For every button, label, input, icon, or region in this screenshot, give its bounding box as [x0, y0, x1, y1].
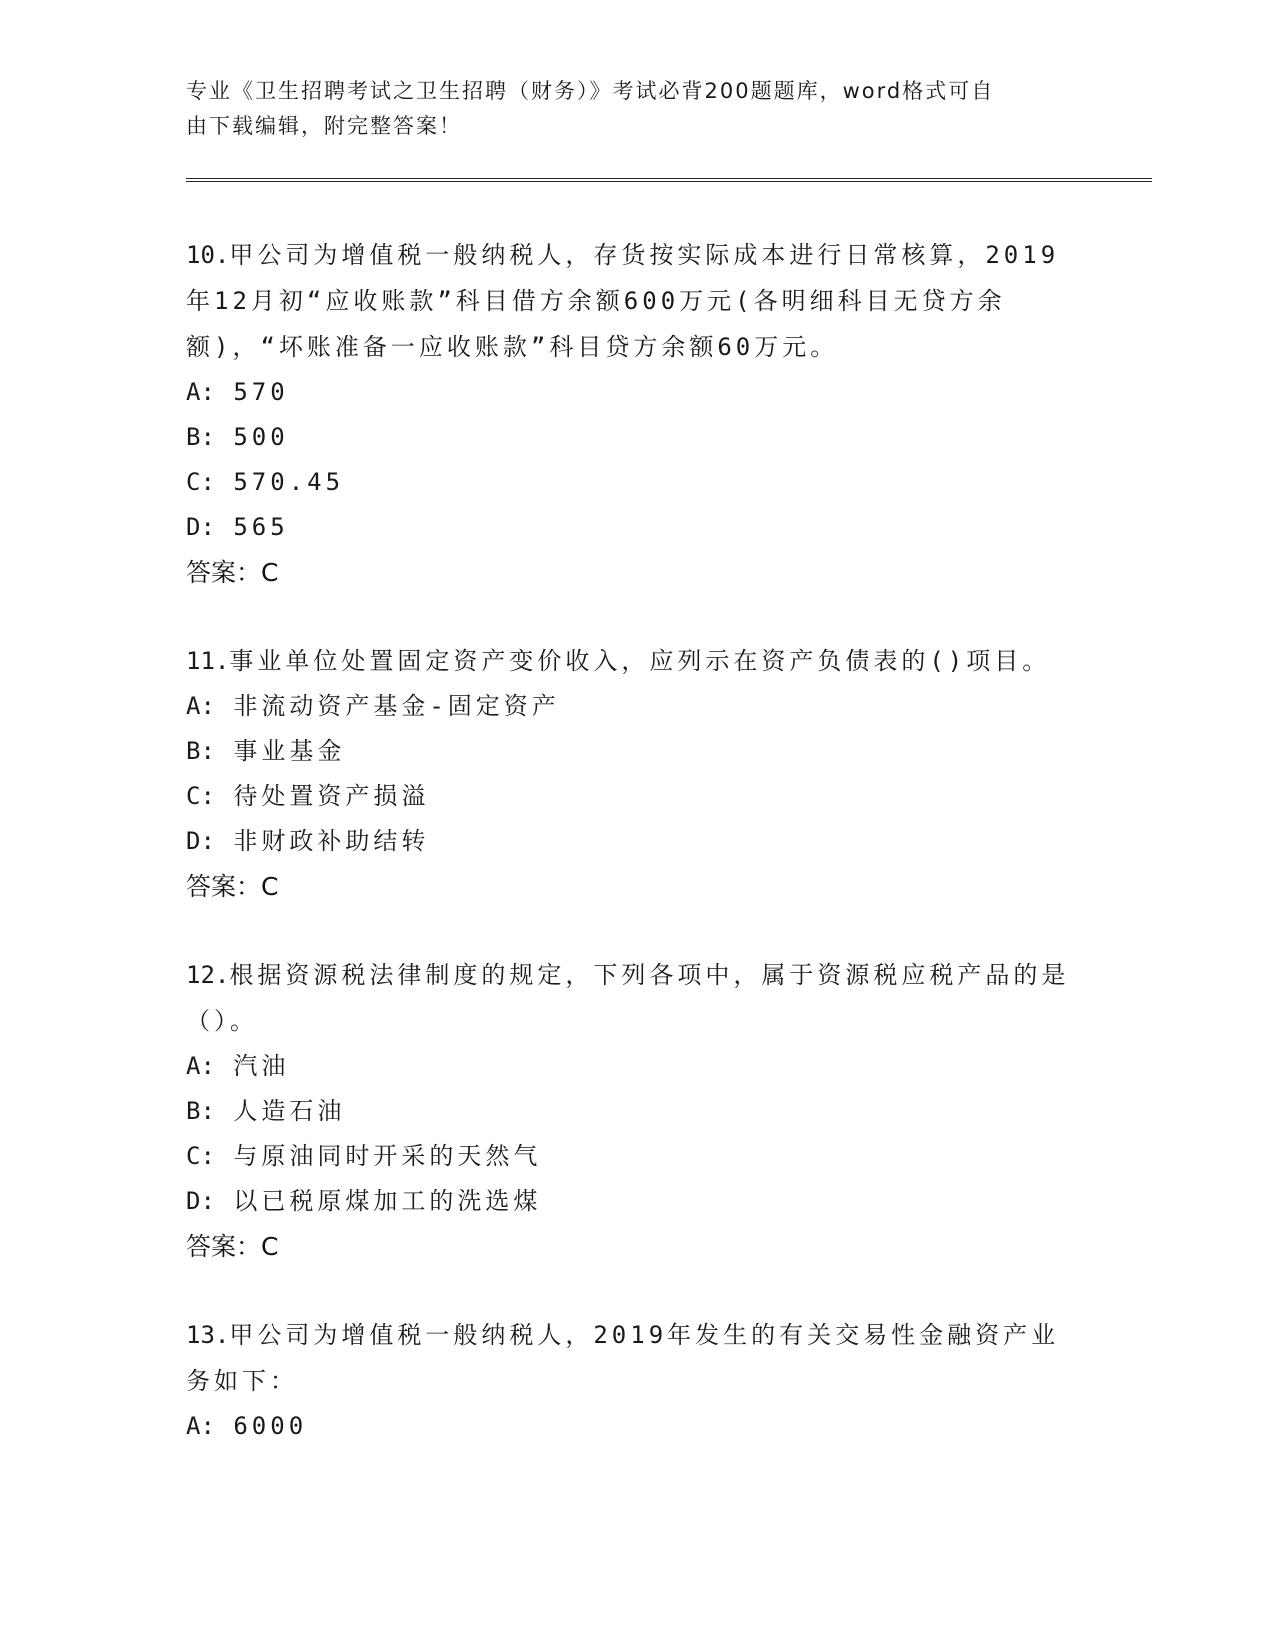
question-text: 事业单位处置固定资产变价收入，应列示在资产负债表的()项目。 — [229, 647, 1051, 675]
option-a — [186, 370, 1086, 415]
option-letter: D: — [186, 1187, 215, 1215]
question-list — [186, 232, 1086, 1491]
question-stem — [186, 1312, 1086, 1404]
option-letter: C: — [186, 468, 215, 496]
option-text: 待处置资产损溢 — [233, 782, 430, 810]
option-text: 570 — [233, 378, 289, 406]
question-text: 根据资源税法律制度的规定，下列各项中，属于资源税应税产品的是（）。 — [186, 961, 1070, 1035]
option-text: 以已税原煤加工的洗选煤 — [233, 1187, 542, 1215]
option-b — [186, 1089, 1086, 1134]
option-letter: A: — [186, 692, 215, 720]
question-11 — [186, 638, 1086, 910]
option-text: 与原油同时开采的天然气 — [233, 1142, 542, 1170]
header-divider — [186, 178, 1152, 182]
option-text: 570.45 — [233, 468, 345, 496]
option-letter: D: — [186, 513, 215, 541]
question-number: 11. — [186, 647, 230, 675]
option-letter: A: — [186, 1412, 215, 1440]
document-header — [186, 74, 1066, 144]
option-a — [186, 1404, 1086, 1449]
question-13 — [186, 1312, 1086, 1449]
answer-line: 答案：C — [186, 558, 279, 587]
answer-line: 答案：C — [186, 1232, 279, 1261]
option-c — [186, 1134, 1086, 1179]
header-line-2: 由下载编辑，附完整答案！ — [186, 114, 462, 138]
option-text: 565 — [233, 513, 289, 541]
option-c — [186, 774, 1086, 819]
option-letter: B: — [186, 1097, 215, 1125]
option-b — [186, 415, 1086, 460]
option-letter: B: — [186, 737, 215, 765]
question-12 — [186, 952, 1086, 1270]
question-stem — [186, 952, 1086, 1044]
question-number: 13. — [186, 1321, 230, 1349]
option-letter: B: — [186, 423, 215, 451]
option-b — [186, 729, 1086, 774]
question-stem — [186, 232, 1086, 370]
option-text: 非财政补助结转 — [233, 827, 430, 855]
option-d — [186, 819, 1086, 864]
question-number: 12. — [186, 961, 230, 989]
option-d — [186, 1179, 1086, 1224]
option-letter: C: — [186, 782, 215, 810]
option-text: 汽油 — [233, 1052, 290, 1080]
option-d — [186, 505, 1086, 550]
question-number: 10. — [186, 241, 230, 269]
option-c — [186, 460, 1086, 505]
question-10 — [186, 232, 1086, 596]
option-a — [186, 684, 1086, 729]
option-letter: A: — [186, 1052, 215, 1080]
option-text: 人造石油 — [233, 1097, 346, 1125]
option-text: 6000 — [233, 1412, 308, 1440]
option-a — [186, 1044, 1086, 1089]
answer-line: 答案：C — [186, 872, 279, 901]
question-text: 甲公司为增值税一般纳税人，存货按实际成本进行日常核算，2019年12月初“应收账款”科目借方余额600万元(各明细科目无贷方余额)，“坏账准备一应收账款”科目贷方余额60万元。 — [186, 241, 1060, 361]
question-text: 甲公司为增值税一般纳税人，2019年发生的有关交易性金融资产业务如下： — [186, 1321, 1060, 1395]
option-letter: C: — [186, 1142, 215, 1170]
option-text: 500 — [233, 423, 289, 451]
option-letter: D: — [186, 827, 215, 855]
option-letter: A: — [186, 378, 215, 406]
option-text: 事业基金 — [233, 737, 346, 765]
question-stem — [186, 638, 1086, 684]
option-text: 非流动资产基金-固定资产 — [233, 692, 560, 720]
header-line-1: 专业《卫生招聘考试之卫生招聘（财务）》考试必背200题题库，word格式可自 — [186, 79, 995, 103]
